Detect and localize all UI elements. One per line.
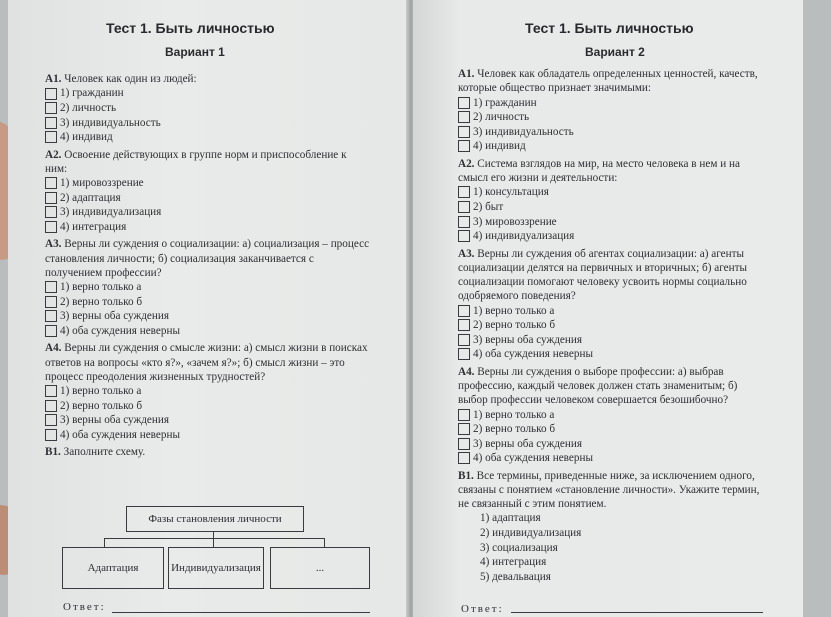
term-option: 2) индивидуализация (480, 526, 582, 539)
option[interactable]: 3) мировоззрение (458, 214, 764, 229)
question-a1 (458, 67, 764, 95)
checkbox[interactable] (458, 409, 470, 421)
option[interactable]: 4) оба суждения неверны (458, 451, 764, 466)
scheme-connector (213, 538, 214, 547)
checkbox[interactable] (45, 281, 57, 293)
answer-line[interactable] (112, 612, 370, 613)
question-text: Освоение действующих в группе норм и приспособление к ним: (45, 148, 347, 175)
question-list (45, 72, 371, 460)
option[interactable]: 4) индивид (45, 130, 371, 145)
checkbox[interactable] (45, 429, 57, 441)
option[interactable]: 1) гражданин (45, 86, 371, 101)
option[interactable]: 4) индивидуализация (458, 229, 764, 244)
checkbox[interactable] (458, 423, 470, 435)
option[interactable]: 4) оба суждения неверны (45, 324, 371, 339)
checkbox[interactable] (458, 111, 470, 123)
checkbox[interactable] (458, 216, 470, 228)
question-number: А4. (458, 365, 475, 378)
checkbox[interactable] (458, 438, 470, 450)
option[interactable]: 3) верны оба суждения (458, 437, 764, 452)
option[interactable]: 2) личность (458, 110, 764, 125)
question-b1 (458, 469, 764, 512)
question-number: А2. (458, 157, 475, 170)
question-a2 (45, 148, 371, 176)
option[interactable]: 1) верно только а (45, 280, 371, 295)
answer-label: Ответ: (63, 601, 106, 613)
checkbox[interactable] (458, 230, 470, 242)
checkbox[interactable] (458, 348, 470, 360)
checkbox[interactable] (458, 452, 470, 464)
variant-label: Вариант 2 (585, 45, 645, 59)
option[interactable]: 2) быт (458, 200, 764, 215)
question-text: Верны ли суждения о выборе профессии: а) выбрав профессию, каждый человек должен стать знаменитым; б) выбор профессии человеком совершается безошибочно? (458, 365, 738, 407)
question-b1 (45, 445, 371, 459)
option[interactable]: 1) верно только а (458, 407, 764, 422)
checkbox[interactable] (458, 140, 470, 152)
option[interactable]: 4) оба суждения неверны (45, 428, 371, 443)
checkbox[interactable] (458, 305, 470, 317)
question-number: А1. (45, 73, 62, 85)
scheme-box-adaptation: Адаптация (62, 547, 164, 589)
term-option: 4) интеграция (480, 556, 547, 569)
question-list (458, 67, 764, 584)
option[interactable]: 3) индивидуальность (45, 115, 371, 130)
option[interactable]: 2) адаптация (45, 191, 371, 206)
answer-label: Ответ: (461, 603, 504, 615)
question-number: А3. (458, 247, 475, 260)
term-option: 5) девальвация (480, 570, 551, 583)
checkbox[interactable] (45, 206, 57, 218)
checkbox[interactable] (458, 97, 470, 109)
option[interactable]: 1) консультация (458, 185, 764, 200)
option[interactable]: 1) мировоззрение (45, 176, 371, 191)
checkbox[interactable] (45, 325, 57, 337)
question-text: Верны ли суждения о социализации: а) социализация – процесс становления личности; б) социализация заканчивается с получением профессии? (45, 238, 370, 279)
checkbox[interactable] (458, 186, 470, 198)
checkbox[interactable] (45, 102, 57, 114)
checkbox[interactable] (45, 296, 57, 308)
question-text: Верны ли суждения о смысле жизни: а) смысл жизни в поисках ответов на вопросы «кто я?», «зачем я?»; б) смысл жизни – это процесс преодоления жизненных трудностей? (45, 342, 368, 383)
question-text: Все термины, приведенные ниже, за исключением одного, связаны с понятием «становление личности». Укажите термин, не связанный с этим понятием. (458, 469, 760, 511)
right-page (413, 0, 803, 617)
question-text: Человек как обладатель определенных ценностей, качеств, которые общество признает значимыми: (458, 68, 758, 95)
option[interactable]: 4) индивид (458, 139, 764, 154)
option[interactable]: 3) верны оба суждения (458, 333, 764, 348)
option[interactable]: 2) верно только б (458, 318, 764, 333)
question-text: Верны ли суждения об агентах социализации: а) агенты социализации делятся на первичных и вторичных; б) агенты социализации помогают человеку усвоить нормы социально одобряемого поведения? (458, 247, 748, 303)
answer-line[interactable] (511, 612, 763, 613)
option[interactable]: 3) индивидуальность (458, 125, 764, 140)
question-a4 (458, 365, 764, 408)
question-number: А3. (45, 238, 62, 251)
checkbox[interactable] (45, 310, 57, 322)
option[interactable]: 2) верно только б (45, 399, 371, 414)
checkbox[interactable] (45, 400, 57, 412)
checkbox[interactable] (458, 319, 470, 331)
question-a2 (458, 157, 764, 185)
checkbox[interactable] (458, 126, 470, 138)
option[interactable]: 1) верно только а (458, 303, 764, 318)
variant-label: Вариант 1 (165, 45, 225, 59)
checkbox[interactable] (458, 334, 470, 346)
option[interactable]: 4) интеграция (45, 220, 371, 235)
scheme-box-individualization: Индивидуализация (168, 547, 264, 589)
question-a1 (45, 72, 371, 86)
option[interactable]: 2) верно только б (458, 422, 764, 437)
checkbox[interactable] (45, 385, 57, 397)
question-number: А2. (45, 148, 62, 161)
option[interactable]: 1) гражданин (458, 95, 764, 110)
term-option: 1) адаптация (480, 512, 541, 525)
option[interactable]: 3) верны оба суждения (45, 309, 371, 324)
option[interactable]: 3) верны оба суждения (45, 413, 371, 428)
scheme-box-empty[interactable]: ... (270, 547, 370, 589)
question-number: А4. (45, 342, 62, 355)
term-option: 3) социализация (480, 541, 558, 554)
checkbox[interactable] (45, 192, 57, 204)
scheme-connector (324, 538, 325, 547)
scheme-connector (104, 538, 325, 539)
option[interactable]: 1) верно только а (45, 384, 371, 399)
checkbox[interactable] (45, 177, 57, 189)
question-number: В1. (458, 469, 474, 482)
scheme-connector (104, 538, 105, 547)
checkbox[interactable] (45, 414, 57, 426)
question-a4 (45, 341, 371, 384)
option[interactable]: 3) индивидуализация (45, 205, 371, 220)
question-number: А1. (458, 68, 475, 80)
scheme-title-box: Фазы становления личности (126, 506, 304, 532)
test-title: Тест 1. Быть личностью (106, 20, 275, 36)
checkbox[interactable] (458, 201, 470, 213)
option[interactable]: 4) оба суждения неверны (458, 347, 764, 362)
checkbox[interactable] (45, 221, 57, 233)
question-a3 (458, 247, 764, 304)
question-text: Система взглядов на мир, на место человека в нем и на смысл его жизни и деятельности: (458, 157, 740, 184)
question-a3 (45, 237, 371, 280)
checkbox[interactable] (45, 117, 57, 129)
option[interactable]: 2) верно только б (45, 295, 371, 310)
question-number: В1. (45, 446, 61, 459)
test-title: Тест 1. Быть личностью (525, 20, 694, 36)
checkbox[interactable] (45, 131, 57, 143)
option[interactable]: 2) личность (45, 101, 371, 116)
checkbox[interactable] (45, 88, 57, 100)
left-page (8, 0, 410, 617)
question-text: Заполните схему. (63, 446, 146, 459)
question-text: Человек как один из людей: (64, 73, 197, 85)
